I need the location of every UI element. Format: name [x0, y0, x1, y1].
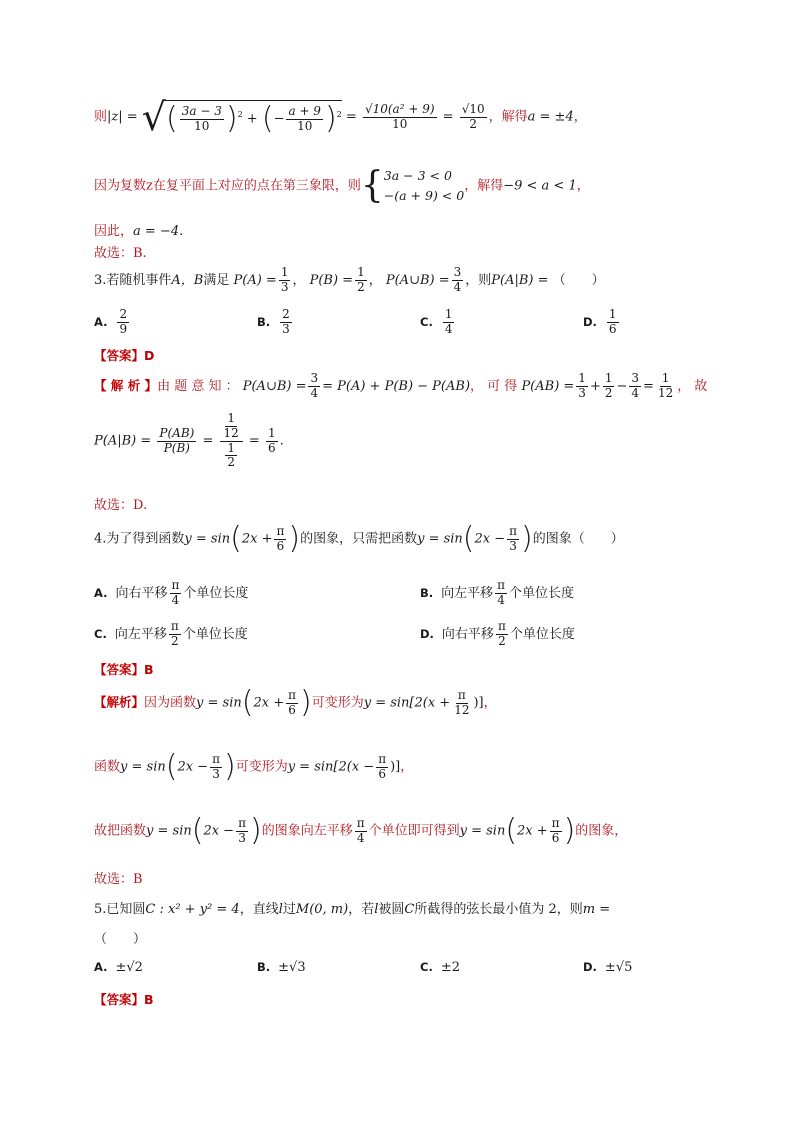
q3-choice	[94, 494, 147, 513]
frac-den: 3	[282, 321, 290, 336]
frac-den: 10	[392, 116, 408, 131]
text: ，	[400, 759, 414, 775]
q5-stem	[94, 898, 610, 917]
frac-num: 1	[280, 265, 289, 279]
frac-num: 3	[631, 371, 640, 385]
q4-analysis-line2: 函数y = sin(2x − $\frac{\pi}{3}$ )可变形为y = sin[2(x − $\frac{\pi}{6}$ )]，	[94, 749, 414, 784]
math: l	[278, 902, 283, 917]
math: y = sin[2(x −	[287, 759, 375, 775]
frac-den: 3	[280, 279, 289, 294]
q5-option-d[interactable]	[583, 960, 632, 975]
text: ，若	[348, 902, 375, 917]
frac-num: π	[356, 815, 365, 830]
frac-den: 4	[310, 385, 319, 400]
option-text: ±2	[440, 960, 460, 975]
frac-num: π	[171, 578, 180, 592]
text: 向右平移	[441, 626, 494, 642]
frac-den: 2	[498, 633, 506, 648]
frac-den: 3	[578, 385, 586, 400]
text: 因此，	[94, 224, 134, 239]
text: 向左平移	[114, 626, 167, 642]
frac-den: 6	[378, 766, 386, 781]
q4-answer	[94, 660, 154, 678]
option-label: C.	[94, 626, 107, 641]
frac-num: 1	[608, 307, 617, 321]
q3-stem: 3.若随机事件A，B满足 P(A) = $\frac{1}{3}$ ， P(B) = $\frac{1}{2}$ ， P(A∪B) = $\frac{3}{4}$ ，则P(A|B) = （ ）	[94, 265, 605, 294]
frac-num: 1	[357, 265, 365, 279]
q4-analysis-line1: 【解析】因为函数y = sin(2x + $\frac{\pi}{6}$ )可变形为y = sin[2(x + $\frac{\pi}{12}$ )]，	[94, 685, 497, 720]
modulus-z: |z| =	[107, 109, 138, 125]
text: 函数	[94, 759, 121, 775]
text: 的图象（ ）	[532, 531, 624, 547]
text: 的图象，只需把函数	[300, 531, 418, 547]
q3-analysis-line2: P(A|B) = $\frac{P(AB)}{P(B)}$ = $\frac{\frac{1}{12}}{\frac{1}{2}}$ = $\frac{1}{6}$ .	[94, 411, 284, 470]
option-label: B.	[420, 585, 434, 600]
frac-num: π	[378, 751, 387, 766]
frac-den: 6	[276, 538, 285, 553]
math: y = sin	[146, 823, 192, 839]
text: 5.已知圆	[94, 902, 146, 917]
math: y = sin	[184, 531, 231, 547]
text: 满足	[203, 272, 230, 288]
frac-num: 3	[310, 371, 319, 385]
math: l	[374, 902, 379, 917]
text: ，	[483, 695, 497, 711]
frac-num: π	[497, 578, 506, 592]
frac-den: P(B)	[163, 440, 190, 455]
math: y = sin	[417, 531, 463, 547]
frac-num: π	[212, 751, 220, 766]
text: 由 题 意 知 ：	[157, 378, 239, 394]
frac-num: π	[497, 619, 506, 633]
text: 可变形为	[235, 759, 288, 775]
frac-den: 4	[497, 592, 505, 607]
option-label: C.	[420, 314, 433, 329]
text: 个单位长度	[509, 626, 575, 642]
frac-den: 12	[454, 702, 470, 717]
frac-num: π	[170, 619, 179, 633]
option-label: B.	[257, 960, 271, 974]
text: （ ）	[552, 272, 605, 288]
text: 故把函数	[94, 823, 147, 839]
math: P(A∪B) =	[242, 378, 307, 394]
math: )]	[473, 695, 484, 711]
math: y = sin	[120, 759, 166, 775]
frac-num: √10(a² + 9)	[364, 101, 435, 116]
answer-label: 【答案】D	[94, 348, 155, 363]
q4-option-d[interactable]	[420, 620, 575, 649]
frac-num: 1	[267, 425, 276, 440]
math: y = sin	[459, 823, 506, 839]
frac-den: 4	[356, 830, 365, 845]
ineq-1: 3a − 3 < 0	[383, 168, 452, 183]
frac-num: 1	[227, 411, 235, 425]
frac-num: 1	[227, 440, 235, 455]
q4-option-c[interactable]	[94, 620, 248, 649]
frac-den: 2	[357, 279, 365, 294]
frac-num: 1	[661, 371, 670, 385]
frac-den: 6	[288, 702, 296, 717]
math: M(0, m)	[295, 902, 349, 917]
text: ，则	[465, 272, 492, 288]
math: )]	[390, 759, 401, 775]
frac-den: 10	[297, 118, 313, 133]
frac-num: π	[551, 815, 560, 830]
q3-option-a[interactable]	[94, 308, 131, 337]
q3-answer	[94, 346, 154, 364]
q4-option-a[interactable]	[94, 579, 248, 608]
text: ， 可 得	[470, 378, 518, 394]
frac-num: π	[457, 687, 466, 702]
q5-option-b[interactable]	[257, 960, 306, 975]
frac-den: 12	[657, 385, 674, 400]
frac-num: π	[238, 815, 246, 830]
math: P(A) =	[233, 272, 277, 288]
text: .	[179, 224, 184, 239]
frac-den: 12	[223, 425, 239, 440]
text: 向左平移	[441, 585, 494, 601]
math: P(AB) =	[521, 378, 575, 394]
text: ，解得	[464, 178, 504, 194]
text: 因为函数	[144, 695, 197, 711]
option-label: C.	[420, 960, 433, 974]
math: P(A|B) =	[94, 433, 152, 449]
q4-analysis-line3: 故把函数y = sin(2x − $\frac{\pi}{3}$ )的图象向左平移 $\frac{\pi}{4}$ 个单位即可得到y = sin(2x + $\frac{\pi}{6}$ )的图象，	[94, 813, 628, 848]
q4-choice	[94, 868, 143, 887]
text: ，解得	[488, 109, 528, 125]
text: ， 故	[677, 378, 708, 394]
math: y = sin[2(x +	[363, 695, 451, 711]
q3-option-c[interactable]	[420, 308, 456, 337]
text: 4.为了得到函数	[94, 531, 185, 547]
q3-option-d[interactable]	[583, 308, 621, 337]
text: 3.若随机事件	[94, 272, 172, 288]
math: C : x² + y² = 4	[145, 902, 240, 917]
math: y = sin	[196, 695, 242, 711]
option-label: A.	[94, 960, 108, 974]
text: 则	[94, 109, 108, 125]
math: 2x −	[474, 531, 506, 547]
text: 个单位即可得到	[368, 823, 460, 839]
frac-den: 2	[170, 633, 179, 648]
solution2-line1: 则|z| = √( $\frac{3a - 3}{10}$ )$^2$ + (− $\frac{a + 9}{10}$ )$^2$ = $\frac{\text{√10(a² + 9)}}{10}$ = $\frac{√10}{2}$ ，解得a = ±4，	[94, 95, 587, 139]
frac-den: 2	[469, 116, 477, 131]
frac-num: √10	[461, 101, 485, 116]
answer-label: 【答案】B	[94, 992, 154, 1007]
text: 个单位长度	[509, 585, 575, 601]
frac-num: 1	[444, 307, 453, 321]
q5-paren	[94, 928, 146, 947]
math: P(B) =	[309, 272, 354, 288]
frac-num: 2	[282, 307, 290, 321]
math: P(A∪B) =	[385, 272, 450, 288]
math: a = ±4	[527, 109, 574, 125]
frac-num: 1	[604, 371, 613, 385]
math: 2x −	[203, 823, 235, 839]
analysis-label: 【 解 析 】	[94, 377, 158, 393]
q4-stem: 4.为了得到函数y = sin(2x + $\frac{\pi}{6}$ )的图象，只需把函数y = sin(2x − $\frac{\pi}{3}$ )的图象（ ）	[94, 521, 624, 556]
text: ，直线	[239, 902, 279, 917]
text: 所截得的弦长最小值为 2，则	[414, 902, 583, 917]
text: ，	[576, 178, 590, 194]
inequality-system	[384, 166, 464, 206]
math: = P(A) + P(B) − P(AB)	[322, 378, 471, 394]
text: 因为复数z在复平面上对应的点在第三象限，则	[94, 178, 361, 194]
math: m =	[582, 902, 611, 917]
math: a = −4	[133, 224, 180, 239]
text: 可变形为	[311, 695, 364, 711]
sqrt-body: ( $\frac{3a - 3}{10}$ )$^2$ + (− $\frac{a + 9}{10}$ )$^2$	[166, 101, 342, 136]
frac-num: 3	[453, 265, 462, 279]
option-text: ±√2	[115, 960, 143, 975]
frac-den: 3	[212, 766, 220, 781]
solution2-line3	[94, 220, 183, 239]
option-text: ±√5	[604, 960, 633, 975]
q5-option-a[interactable]	[94, 960, 143, 975]
text: 个单位长度	[182, 626, 248, 642]
analysis-label: 【解析】	[94, 694, 145, 710]
math: 2x −	[177, 759, 209, 775]
math: 2x +	[517, 823, 548, 839]
math: A，B	[171, 272, 204, 288]
frac-den: 2	[604, 385, 613, 400]
brace: {	[360, 165, 384, 206]
text: 的图象向左平移	[261, 823, 353, 839]
frac-den: 10	[194, 118, 210, 133]
frac-den: 3	[238, 830, 246, 845]
text: 故选：B	[94, 872, 143, 887]
option-label: A.	[94, 585, 108, 600]
frac-den: 6	[551, 830, 560, 845]
text: 故选：B.	[94, 246, 147, 261]
frac-num: π	[276, 523, 285, 538]
frac-den: 4	[453, 279, 462, 294]
text: 的图象，	[575, 823, 628, 839]
frac-den: 3	[509, 538, 517, 553]
option-label: B.	[257, 314, 271, 329]
text: 被圆	[378, 902, 405, 917]
solution2-choice	[94, 242, 147, 261]
text: .	[279, 433, 284, 449]
text: 过	[282, 902, 296, 917]
frac-num: π	[509, 523, 518, 538]
math: 2x +	[241, 531, 273, 547]
frac-den: 6	[267, 440, 276, 455]
option-label: D.	[583, 314, 597, 329]
text: ，	[573, 109, 587, 125]
frac-den: 6	[608, 321, 617, 336]
frac-den: 4	[444, 321, 453, 336]
q3-option-b[interactable]	[257, 308, 294, 337]
math: 2x +	[253, 695, 285, 711]
frac-num: P(AB)	[159, 425, 195, 440]
frac-den: 4	[171, 592, 180, 607]
frac-num: 2	[119, 307, 128, 321]
math: P(A|B) =	[491, 272, 549, 288]
math: C	[404, 902, 415, 917]
option-label: A.	[94, 314, 108, 329]
frac-den: 2	[227, 455, 235, 470]
ineq-2: −(a + 9) < 0	[383, 188, 465, 203]
text: 向右平移	[115, 585, 168, 601]
sqrt-sign: √	[141, 95, 167, 139]
frac-den: 9	[119, 321, 128, 336]
frac-num: 1	[578, 371, 586, 385]
frac-num: a + 9	[288, 103, 321, 118]
q5-answer	[94, 990, 154, 1008]
frac-num: π	[288, 687, 296, 702]
frac-den: 4	[631, 385, 640, 400]
text: （ ）	[94, 932, 147, 947]
text: 个单位长度	[183, 585, 249, 601]
answer-label: 【答案】B	[94, 662, 154, 677]
math: −9 < a < 1	[503, 178, 577, 194]
q5-option-c[interactable]	[420, 960, 460, 975]
frac-num: 3a − 3	[181, 103, 222, 118]
q4-option-b[interactable]	[420, 579, 574, 608]
option-text: ±√3	[278, 960, 306, 975]
option-label: D.	[583, 960, 597, 974]
solution2-line2	[94, 166, 590, 206]
text: 故选：D.	[94, 498, 148, 513]
option-label: D.	[420, 626, 434, 641]
q3-analysis-line1: 【 解 析 】由 题 意 知 ： P(A∪B) = $\frac{3}{4}$ = P(A) + P(B) − P(AB)， 可 得 P(AB) = $\frac{1}{3}$ + $\frac{1}{2}$ − $\frac{3}{4}$ = $\frac{1}{12}$ ， 故	[94, 371, 708, 400]
